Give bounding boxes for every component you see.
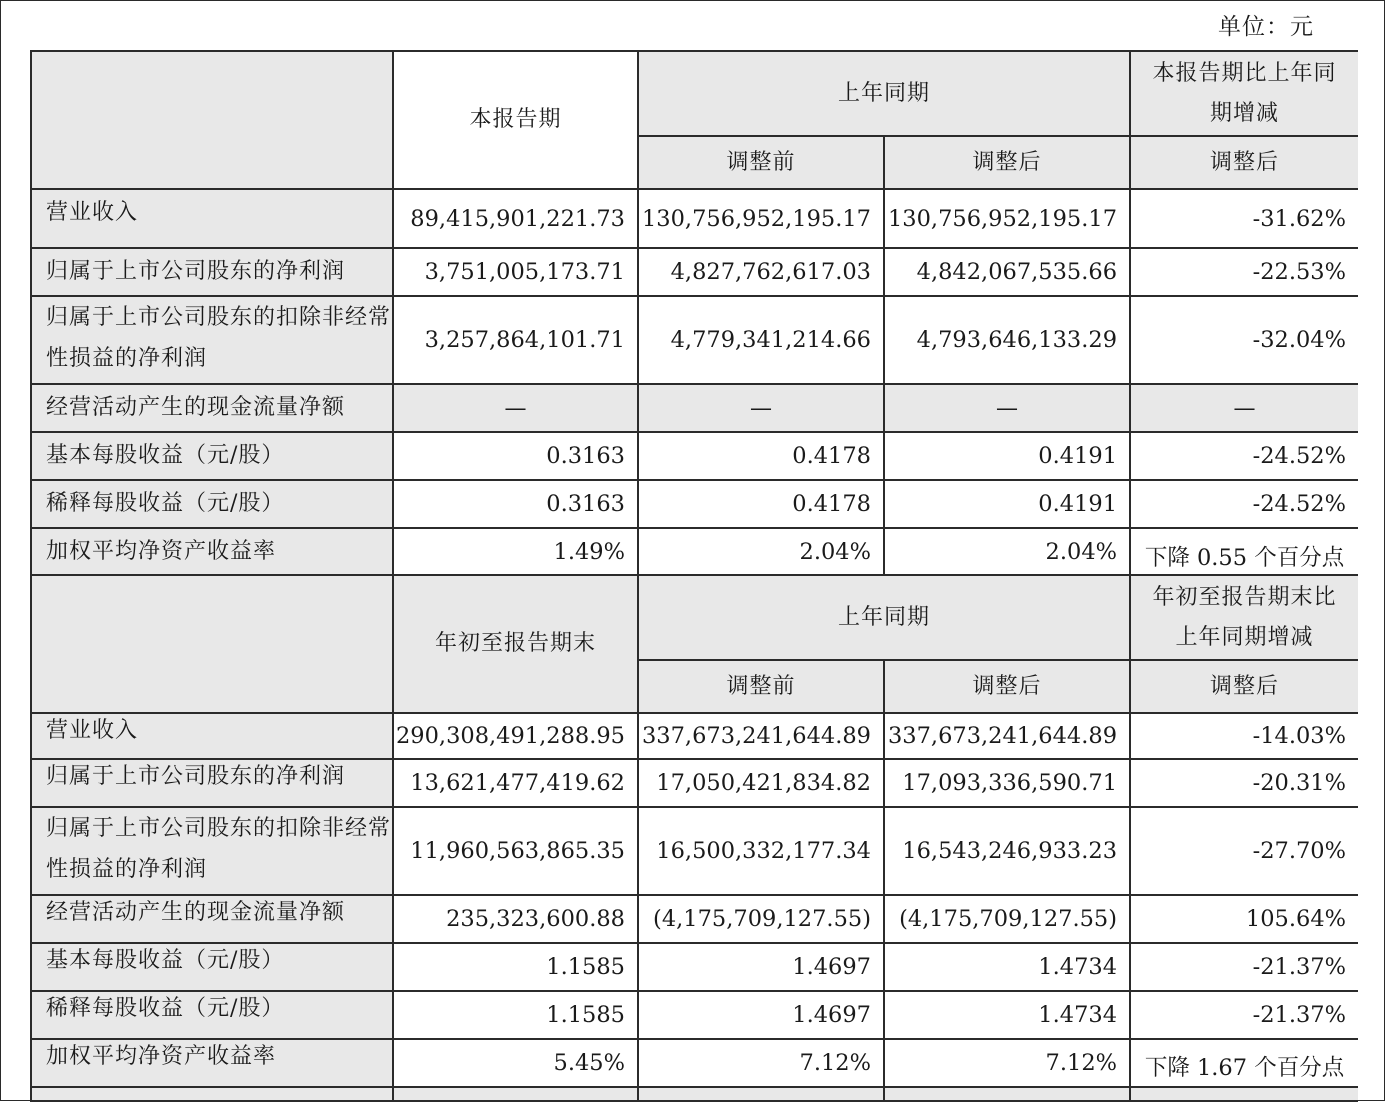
- cell-after: 17,093,336,590.71: [884, 759, 1130, 807]
- cell-change: 105.64%: [1130, 895, 1358, 943]
- cell-change: -21.37%: [1130, 943, 1358, 991]
- row-label: 加权平均净资产收益率: [31, 1039, 393, 1087]
- cut-off-row-cell: [393, 1087, 638, 1101]
- cell-change: -24.52%: [1130, 432, 1358, 480]
- cell-change: 下降 1.67 个百分点: [1130, 1039, 1358, 1087]
- row-label: 稀释每股收益（元/股）: [31, 480, 393, 528]
- cell-current: 11,960,563,865.35: [393, 807, 638, 895]
- cell-change: -22.53%: [1130, 248, 1358, 296]
- prior-period-header: 上年同期: [638, 51, 1130, 136]
- cell-current: 0.3163: [393, 432, 638, 480]
- cell-after: 337,673,241,644.89: [884, 713, 1130, 759]
- row-label: 归属于上市公司股东的扣除非经常性损益的净利润: [31, 296, 393, 384]
- change-sub-header: 调整后: [1130, 136, 1358, 189]
- cut-off-row-cell: [31, 1087, 393, 1101]
- header-blank-cell: [31, 51, 393, 189]
- cell-after: —: [884, 384, 1130, 432]
- financial-table-container: [30, 50, 1358, 1110]
- cell-current: 1.49%: [393, 528, 638, 575]
- cell-change: -27.70%: [1130, 807, 1358, 895]
- cell-current: —: [393, 384, 638, 432]
- change-header: 年初至报告期末比上年同期增减: [1130, 575, 1358, 660]
- cut-off-row-cell: [884, 1087, 1130, 1101]
- cell-before: 4,779,341,214.66: [638, 296, 884, 384]
- cell-after: 7.12%: [884, 1039, 1130, 1087]
- cell-before: 337,673,241,644.89: [638, 713, 884, 759]
- after-adjust-header: 调整后: [884, 660, 1130, 713]
- row-label: 经营活动产生的现金流量净额: [31, 895, 393, 943]
- period-header: 年初至报告期末: [393, 575, 638, 713]
- after-adjust-header: 调整后: [884, 136, 1130, 189]
- cell-current: 235,323,600.88: [393, 895, 638, 943]
- cell-before: 130,756,952,195.17: [638, 189, 884, 248]
- cell-before: 17,050,421,834.82: [638, 759, 884, 807]
- cell-before: 16,500,332,177.34: [638, 807, 884, 895]
- cell-current: 1.1585: [393, 943, 638, 991]
- cut-off-row-cell: [638, 1087, 884, 1101]
- row-label: 基本每股收益（元/股）: [31, 943, 393, 991]
- cell-change: -31.62%: [1130, 189, 1358, 248]
- before-adjust-header: 调整前: [638, 136, 884, 189]
- financial-table: [30, 50, 1358, 1102]
- cell-current: 0.3163: [393, 480, 638, 528]
- cell-after: 1.4734: [884, 991, 1130, 1039]
- row-label: 经营活动产生的现金流量净额: [31, 384, 393, 432]
- cell-current: 3,257,864,101.71: [393, 296, 638, 384]
- row-label: 营业收入: [31, 713, 393, 759]
- cell-before: 7.12%: [638, 1039, 884, 1087]
- cell-after: 0.4191: [884, 480, 1130, 528]
- cell-current: 5.45%: [393, 1039, 638, 1087]
- unit-label: 单位：元: [1218, 14, 1314, 40]
- prior-period-header: 上年同期: [638, 575, 1130, 660]
- cell-change: -24.52%: [1130, 480, 1358, 528]
- cell-before: —: [638, 384, 884, 432]
- header-blank-cell: [31, 575, 393, 713]
- cell-after: 130,756,952,195.17: [884, 189, 1130, 248]
- cell-after: (4,175,709,127.55): [884, 895, 1130, 943]
- row-label: 基本每股收益（元/股）: [31, 432, 393, 480]
- cell-change: —: [1130, 384, 1358, 432]
- row-label: 归属于上市公司股东的扣除非经常性损益的净利润: [31, 807, 393, 895]
- cell-current: 1.1585: [393, 991, 638, 1039]
- row-label: 加权平均净资产收益率: [31, 528, 393, 575]
- cell-before: 1.4697: [638, 943, 884, 991]
- cell-current: 13,621,477,419.62: [393, 759, 638, 807]
- cell-after: 1.4734: [884, 943, 1130, 991]
- cell-before: 4,827,762,617.03: [638, 248, 884, 296]
- cell-before: 1.4697: [638, 991, 884, 1039]
- cell-before: 2.04%: [638, 528, 884, 575]
- period-header: 本报告期: [393, 51, 638, 189]
- cell-after: 2.04%: [884, 528, 1130, 575]
- cell-before: 0.4178: [638, 480, 884, 528]
- row-label: 营业收入: [31, 189, 393, 248]
- cell-after: 0.4191: [884, 432, 1130, 480]
- row-label: 归属于上市公司股东的净利润: [31, 759, 393, 807]
- cell-before: (4,175,709,127.55): [638, 895, 884, 943]
- cell-change: -32.04%: [1130, 296, 1358, 384]
- cell-change: 下降 0.55 个百分点: [1130, 528, 1358, 575]
- row-label: 稀释每股收益（元/股）: [31, 991, 393, 1039]
- cell-change: -21.37%: [1130, 991, 1358, 1039]
- change-sub-header: 调整后: [1130, 660, 1358, 713]
- cut-off-row-cell: [1130, 1087, 1358, 1101]
- cell-after: 4,842,067,535.66: [884, 248, 1130, 296]
- cell-current: 3,751,005,173.71: [393, 248, 638, 296]
- cell-after: 4,793,646,133.29: [884, 296, 1130, 384]
- cell-before: 0.4178: [638, 432, 884, 480]
- cell-current: 89,415,901,221.73: [393, 189, 638, 248]
- change-header: 本报告期比上年同期增减: [1130, 51, 1358, 136]
- row-label: 归属于上市公司股东的净利润: [31, 248, 393, 296]
- cell-change: -20.31%: [1130, 759, 1358, 807]
- cell-current: 290,308,491,288.95: [393, 713, 638, 759]
- cell-after: 16,543,246,933.23: [884, 807, 1130, 895]
- cell-change: -14.03%: [1130, 713, 1358, 759]
- before-adjust-header: 调整前: [638, 660, 884, 713]
